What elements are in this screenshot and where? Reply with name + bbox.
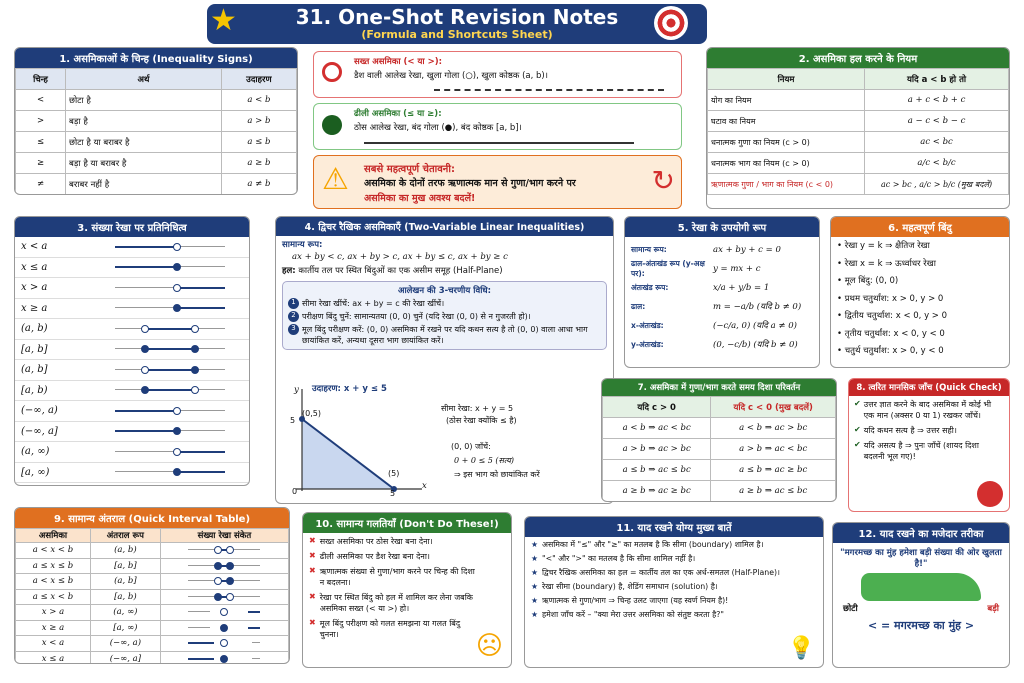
check-icon: ✔ (854, 399, 861, 408)
x-mark-icon: ✖ (309, 536, 316, 545)
x-mark-icon: ✖ (309, 618, 316, 627)
check-icon: ✔ (854, 425, 861, 434)
star-bullet-icon: ★ (531, 596, 538, 605)
tick-label: 5 (390, 489, 396, 498)
boundary-text: सीमा रेखा: x + y = 5 (441, 404, 514, 413)
table-row: a < x < b (a, b) (16, 543, 289, 559)
loose-title: ढीली असमिका (≤ या ≥): (354, 109, 442, 119)
form-value: (0, −c/b) (यदि b ≠ 0) (713, 340, 798, 350)
endpoint-dot (226, 593, 234, 601)
endpoint-dot (191, 325, 199, 333)
crocodile-icon (861, 573, 981, 601)
page-title: 31. One-Shot Revision Notes (295, 5, 619, 29)
number-line-list (15, 237, 249, 483)
endpoint-dot (173, 407, 181, 415)
form-value: ax + by + c = 0 (713, 244, 781, 255)
warning-card (313, 155, 682, 209)
step-1: सीमा रेखा खींचें: ax + by = c की रेखा खींचें। (302, 299, 445, 308)
list-item (15, 278, 249, 299)
interval-label: x > a (21, 282, 48, 294)
section-header: 10. सामान्य गलतियाँ (Don't Do These!) (303, 513, 511, 533)
interval-label: x < a (21, 241, 48, 253)
section-direction-change (601, 378, 837, 502)
list-item: ✖ सख्त असमिका पर ठोस रेखा बना देना। (309, 536, 433, 546)
interval-label: [a, ∞) (21, 466, 50, 478)
number-line (111, 465, 229, 479)
form-value: (−c/a, 0) (यदि a ≠ 0) (713, 321, 797, 331)
big-label: बड़ी (987, 604, 999, 614)
list-item: ★ असमिका में "≤" और "≥" का मतलब है कि सीमा (boundary) शामिल है। (531, 540, 764, 549)
section-common-mistakes (302, 512, 512, 668)
number-line (184, 559, 264, 573)
list-item (631, 316, 813, 335)
table-row: धनात्मक गुणा का नियम (c > 0) ac < bc (708, 132, 1009, 153)
interval-label: x ≥ a (21, 302, 48, 314)
list-item: • रेखा y = k ⇒ क्षैतिज रेखा (837, 241, 930, 251)
section-header: 6. महत्वपूर्ण बिंदु (831, 217, 1009, 237)
list-item: ✔ उत्तर ज्ञात करने के बाद असमिका में कोई भी एक मान (अक्सर 0 या 1) रखकर जाँचें। (854, 399, 992, 420)
list-item (15, 258, 249, 279)
list-item: • रेखा x = k ⇒ ऊर्ध्वाधर रेखा (837, 258, 936, 269)
origin-label: 0 (292, 487, 298, 496)
x-mark-icon: ✖ (309, 592, 316, 601)
list-item (15, 319, 249, 340)
star-bullet-icon: ★ (531, 554, 538, 563)
form-label: ढाल: (631, 301, 646, 311)
step-3: मूल बिंदु परीक्षण करें: (0, 0) असमिका में रखने पर यदि कथन सत्य है तो (0, 0) वाला आधा भाग छायांकित करें, अन्यथा दूसरा भाग छायांकित करें। (302, 325, 588, 345)
section-key-points (524, 516, 824, 668)
table-row: > बड़ा है a > b (16, 111, 297, 132)
list-item: • द्वितीय चतुर्थांश: x < 0, y > 0 (837, 311, 948, 321)
section-header: 1. असमिकाओं के चिन्ह (Inequality Signs) (15, 48, 297, 68)
trick-quote: "मगरमच्छ का मुंह हमेशा बड़ी संख्या की ओर खुलता है!" (840, 548, 1002, 569)
x-mark-icon: ✖ (309, 566, 316, 575)
warning-line1: असमिका के दोनों तरफ ऋणात्मक मान से गुणा/भाग करने पर (364, 178, 576, 189)
method-title: आलेखन की 3-चरणीय विधि: (397, 286, 492, 296)
table-row: a > b ⇒ ac > bc a > b ⇒ ac < bc (603, 439, 836, 460)
loose-inequality-card (313, 103, 682, 150)
solution-label: हल: (282, 266, 296, 276)
interval-label: (−∞, a) (21, 405, 58, 417)
endpoint-dot (141, 325, 149, 333)
number-line (111, 281, 229, 295)
form-label: सामान्य रूप: (631, 244, 667, 254)
list-item (15, 340, 249, 361)
target-icon (654, 6, 688, 40)
number-line (111, 322, 229, 336)
interval-label: [a, b] (21, 343, 48, 355)
col-header: चिन्ह (16, 69, 66, 90)
list-item (631, 259, 813, 278)
table-row: a < x ≤ b (a, b] (16, 574, 289, 590)
form-label: अंतःखंड रूप: (631, 282, 669, 292)
col-header: उदाहरण (221, 69, 296, 90)
filled-circle-icon (322, 115, 342, 135)
table-row: a ≥ b ⇒ ac ≥ bc a ≥ b ⇒ ac ≤ bc (603, 481, 836, 502)
check-eq: 0 + 0 ≤ 5 (सत्य) (454, 456, 515, 465)
tick-label: 5 (290, 416, 296, 425)
endpoint-dot (141, 366, 149, 374)
section-header: 9. सामान्य अंतराल (Quick Interval Table) (15, 508, 289, 528)
number-line (184, 574, 264, 588)
endpoint-dot (226, 546, 234, 554)
section-header: 3. संख्या रेखा पर प्रतिनिधित्व (15, 217, 249, 237)
interval-table: असमिका अंतराल रूप संख्या रेखा संकेत a < x < b (a, b) a ≤ x ≤ b [a, b] a < x ≤ b (a, b] a ≤ x < b [a, b) x > a (a, ∞) x ≥ a [a, ∞) x < a (−∞, a) x ≤ a (−∞, a] (15, 528, 289, 664)
number-line (111, 404, 229, 418)
endpoint-dot (141, 345, 149, 353)
general-label: सामान्य रूप: (282, 240, 323, 250)
line-forms-list (625, 237, 819, 357)
points-list (831, 237, 1009, 366)
interval-label: x ≤ a (21, 261, 48, 273)
dashed-line (434, 89, 664, 91)
list-item (631, 297, 813, 316)
table-row: < छोटा है a < b (16, 90, 297, 111)
endpoint-dot (214, 546, 222, 554)
col-header: अर्थ (66, 69, 222, 90)
refresh-icon: ↻ (651, 164, 675, 197)
point-label: (5) (388, 469, 400, 478)
interval-label: (−∞, a] (21, 425, 58, 437)
table-row: योग का नियम a + c < b + c (708, 90, 1009, 111)
list-item: • मूल बिंदु: (0, 0) (837, 276, 899, 286)
form-label: y-अंतःखंड: (631, 339, 664, 349)
endpoint-dot (214, 593, 222, 601)
form-label: ढाल-अंतःखंड रूप (y-अक्ष पर): (631, 258, 705, 278)
interval-label: (a, b) (21, 323, 48, 335)
endpoint-dot (191, 386, 199, 394)
table-row: ≥ बड़ा है या बराबर है a ≥ b (16, 153, 297, 174)
direction-table: यदि c > 0 यदि c < 0 (मुख बदलें) a < b ⇒ ac < bc a < b ⇒ ac > bc a > b ⇒ ac > bc a > b ⇒ ac < bc a ≤ b ⇒ ac ≤ bc a ≤ b ⇒ ac ≥ bc a ≥ b ⇒ ac ≥ bc a ≥ b ⇒ ac ≤ bc (602, 396, 836, 502)
endpoint-dot (173, 468, 181, 476)
rules-table: नियम यदि a < b हो तो योग का नियम a + c < b + c घटाव का नियम a − c < b − c धनात्मक गुणा का नियम (c > 0) ac < bc धनात्मक भाग का नियम (c > 0) a/c < b/c ऋणात्मक गुणा / भाग का नियम (c < 0) ac > bc , a/c > b/c (मुख बदलें) (707, 68, 1009, 195)
section-number-line (14, 216, 250, 486)
table-row: धनात्मक भाग का नियम (c > 0) a/c < b/c (708, 153, 1009, 174)
star-icon: ★ (210, 3, 237, 38)
page-subtitle: (Formula and Shortcuts Sheet) (361, 28, 553, 41)
endpoint-dot (226, 562, 234, 570)
number-line (111, 260, 229, 274)
list-item: ✔ यदि असत्य है ⇒ पुनः जाँचें (शायद दिशा बदलनी भूल गए)! (854, 440, 979, 461)
method-box: आलेखन की 3-चरणीय विधि: 1 सीमा रेखा खींचें: ax + by = c की रेखा खींचें। 2 परीक्षण बिंदु चुनें: सामान्यतया (0, 0) चुनें (यदि रेखा (0, 0) से न गुजरती हो)। 3 मूल बिंदु परीक्षण करें: (0, 0) असमिका में रखने पर यदि कथन सत्य है तो (0, 0) वाला आधा भाग छायांकित करें, अन्यथा दूसरा भाग छायांकित करें। (282, 281, 607, 350)
list-item: ★ ऋणात्मक से गुणा/भाग ⇒ चिन्ह उलट जाएगा (यह स्वर्ण नियम है)! (531, 596, 729, 605)
endpoint-dot (214, 577, 222, 585)
number-line (111, 301, 229, 315)
number-line (111, 445, 229, 459)
title-banner (207, 4, 707, 44)
x-mark-icon: ✖ (309, 551, 316, 560)
table-row: a < b ⇒ ac < bc a < b ⇒ ac > bc (603, 418, 836, 439)
section-header: 11. याद रखने योग्य मुख्य बातें (525, 517, 823, 537)
list-item: ✖ मूल बिंदु परीक्षण को गलत समझना या गलत बिंदु चुनना। (309, 618, 461, 639)
form-value: m = −a/b (यदि b ≠ 0) (713, 302, 802, 312)
endpoint-dot (191, 366, 199, 374)
strict-desc: डैश वाली आलेख रेखा, खुला गोला (○), खुला कोष्ठक (a, b)। (354, 71, 548, 81)
list-item (631, 335, 813, 354)
endpoint-dot (220, 608, 228, 616)
table-row: a ≤ x < b [a, b) (16, 589, 289, 605)
check-title: (0, 0) जाँचें: (451, 442, 491, 451)
table-row: x < a (−∞, a) (16, 636, 289, 652)
open-circle-icon (322, 62, 342, 82)
form-value: x/a + y/b = 1 (713, 282, 770, 293)
list-item: ✖ रेखा पर स्थित बिंदु को हल में शामिल कर लेना जबकि असमिका सख्त (< या >) हो। (309, 592, 473, 613)
section-solving-rules (706, 47, 1010, 209)
section-inequality-signs (14, 47, 298, 195)
interval-label: [a, b) (21, 384, 48, 396)
number-line (184, 590, 264, 604)
list-item (15, 381, 249, 402)
section-quick-check (848, 378, 1010, 512)
endpoint-dot (173, 304, 181, 312)
brain-icon (977, 481, 1003, 507)
form-value: y = mx + c (713, 263, 761, 274)
signs-table (15, 68, 297, 195)
loose-desc: ठोस आलेख रेखा, बंद गोला (●), बंद कोष्ठक [a, b]। (354, 123, 522, 133)
number-line (111, 424, 229, 438)
endpoint-dot (173, 284, 181, 292)
table-row: ऋणात्मक गुणा / भाग का नियम (c < 0) ac > bc , a/c > b/c (मुख बदलें) (708, 174, 1009, 195)
list-item (15, 422, 249, 443)
star-bullet-icon: ★ (531, 568, 538, 577)
check-list (849, 396, 1009, 469)
table-row: x > a (a, ∞) (16, 605, 289, 621)
section-header: 2. असमिका हल करने के नियम (707, 48, 1009, 68)
endpoint-dot (173, 448, 181, 456)
form-label: x-अंतःखंड: (631, 320, 664, 330)
sad-face-icon: ☹ (475, 631, 503, 661)
trick-footer: < = मगरमच्छ का मुंह > (867, 619, 975, 632)
section-two-variable (275, 216, 614, 504)
table-row: x ≤ a (−∞, a] (16, 651, 289, 664)
star-bullet-icon: ★ (531, 582, 538, 591)
list-item (15, 401, 249, 422)
list-item: • तृतीय चतुर्थांश: x < 0, y < 0 (837, 328, 945, 339)
list-item: ✖ ढीली असमिका पर डैश रेखा बना देना। (309, 551, 430, 561)
point-label: (0,5) (302, 409, 321, 418)
number-line (184, 621, 264, 635)
list-item (15, 299, 249, 320)
endpoint-dot (220, 655, 228, 663)
list-item: ★ हमेशा जाँच करें – "क्या मेरा उत्तर असमिका को संतुष्ट करता है?" (531, 610, 724, 619)
example-title: उदाहरण: x + y ≤ 5 (312, 384, 387, 394)
check-icon: ✔ (854, 440, 861, 449)
list-item: ✔ यदि कथन सत्य है ⇒ उत्तर सही। (854, 425, 957, 435)
list-item (15, 360, 249, 381)
number-line (184, 605, 264, 619)
small-label: छोटी (843, 604, 858, 614)
section-line-forms (624, 216, 820, 368)
section-header: 12. याद रखने का मजेदार तरीका (833, 523, 1009, 543)
list-item: ★ "<" और ">" का मतलब है कि सीमा शामिल नहीं है। (531, 554, 696, 563)
step-2: परीक्षण बिंदु चुनें: सामान्यतया (0, 0) चुनें (यदि रेखा (0, 0) से न गुजरती हो)। (302, 312, 531, 321)
section-header: 7. असमिका में गुणा/भाग करते समय दिशा परिवर्तन (602, 379, 836, 396)
endpoint-dot (214, 562, 222, 570)
y-axis-label: y (294, 385, 299, 395)
number-line (111, 342, 229, 356)
list-item: • प्रथम चतुर्थांश: x > 0, y > 0 (837, 293, 944, 304)
solid-line (364, 142, 634, 144)
boundary-note: (ठोस रेखा क्योंकि ≤ है) (446, 416, 517, 425)
section-important-points (830, 216, 1010, 368)
list-item: ★ द्विचर रैखिक असमिका का हल = कार्तीय तल का एक अर्ध-समतल (Half-Plane)। (531, 568, 780, 577)
warning-line2: असमिका का मुख अवश्य बदलें! (364, 193, 476, 204)
strict-title: सख्त असमिका (< या >): (354, 57, 442, 67)
number-line (184, 636, 264, 650)
table-row: a ≤ b ⇒ ac ≤ bc a ≤ b ⇒ ac ≥ bc (603, 460, 836, 481)
strict-inequality-card (313, 51, 682, 98)
star-bullet-icon: ★ (531, 540, 538, 549)
section-fun-trick (832, 522, 1010, 668)
endpoint-dot (191, 345, 199, 353)
check-result: ⇒ इस भाग को छायांकित करें (454, 470, 540, 479)
warning-icon: ⚠ (322, 162, 349, 197)
x-axis-label: x (422, 481, 427, 491)
interval-label: (a, ∞) (21, 446, 50, 458)
table-row: ≤ छोटा है या बराबर है a ≤ b (16, 132, 297, 153)
number-line (111, 363, 229, 377)
endpoint-dot (220, 624, 228, 632)
table-row: a ≤ x ≤ b [a, b] (16, 558, 289, 574)
list-item: ★ रेखा सीमा (boundary) है, शेडिंग समाधान (solution) है। (531, 582, 718, 591)
endpoint-dot (173, 427, 181, 435)
section-interval-table (14, 507, 290, 664)
example-graph (282, 379, 432, 499)
section-header: 5. रेखा के उपयोगी रूप (625, 217, 819, 237)
general-form: ax + by < c, ax + by > c, ax + by ≤ c, ax + by ≥ c (292, 252, 508, 262)
key-points-list (525, 537, 823, 627)
table-row: ≠ बराबर नहीं है a ≠ b (16, 174, 297, 195)
endpoint-dot (173, 243, 181, 251)
lightbulb-icon: 💡 (787, 636, 815, 661)
number-line (184, 543, 264, 557)
section-header: 4. द्विचर रैखिक असमिकाएँ (Two-Variable Linear Inequalities) (276, 217, 613, 236)
list-item: ✖ ऋणात्मक संख्या से गुणा/भाग करने पर चिन्ह की दिशा न बदलना। (309, 566, 475, 587)
table-row: घटाव का नियम a − c < b − c (708, 111, 1009, 132)
table-row: x ≥ a [a, ∞) (16, 620, 289, 636)
list-item: • चतुर्थ चतुर्थांश: x > 0, y < 0 (837, 346, 944, 356)
list-item (631, 278, 813, 297)
number-line (184, 652, 264, 664)
warning-title: सबसे महत्वपूर्ण चेतावनी: (364, 164, 455, 175)
list-item (15, 442, 249, 463)
endpoint-dot (141, 386, 149, 394)
mistakes-list (303, 533, 511, 647)
list-item (15, 237, 249, 258)
solution-text: कार्तीय तल पर स्थित बिंदुओं का एक असीम समूह (Half-Plane) (298, 266, 503, 276)
endpoint-dot (226, 577, 234, 585)
number-line (111, 240, 229, 254)
interval-label: (a, b] (21, 364, 48, 376)
number-line (111, 383, 229, 397)
list-item (631, 240, 813, 259)
list-item (15, 463, 249, 484)
section-header: 8. त्वरित मानसिक जाँच (Quick Check) (849, 379, 1009, 396)
endpoint-dot (173, 263, 181, 271)
star-bullet-icon: ★ (531, 610, 538, 619)
endpoint-dot (220, 639, 228, 647)
